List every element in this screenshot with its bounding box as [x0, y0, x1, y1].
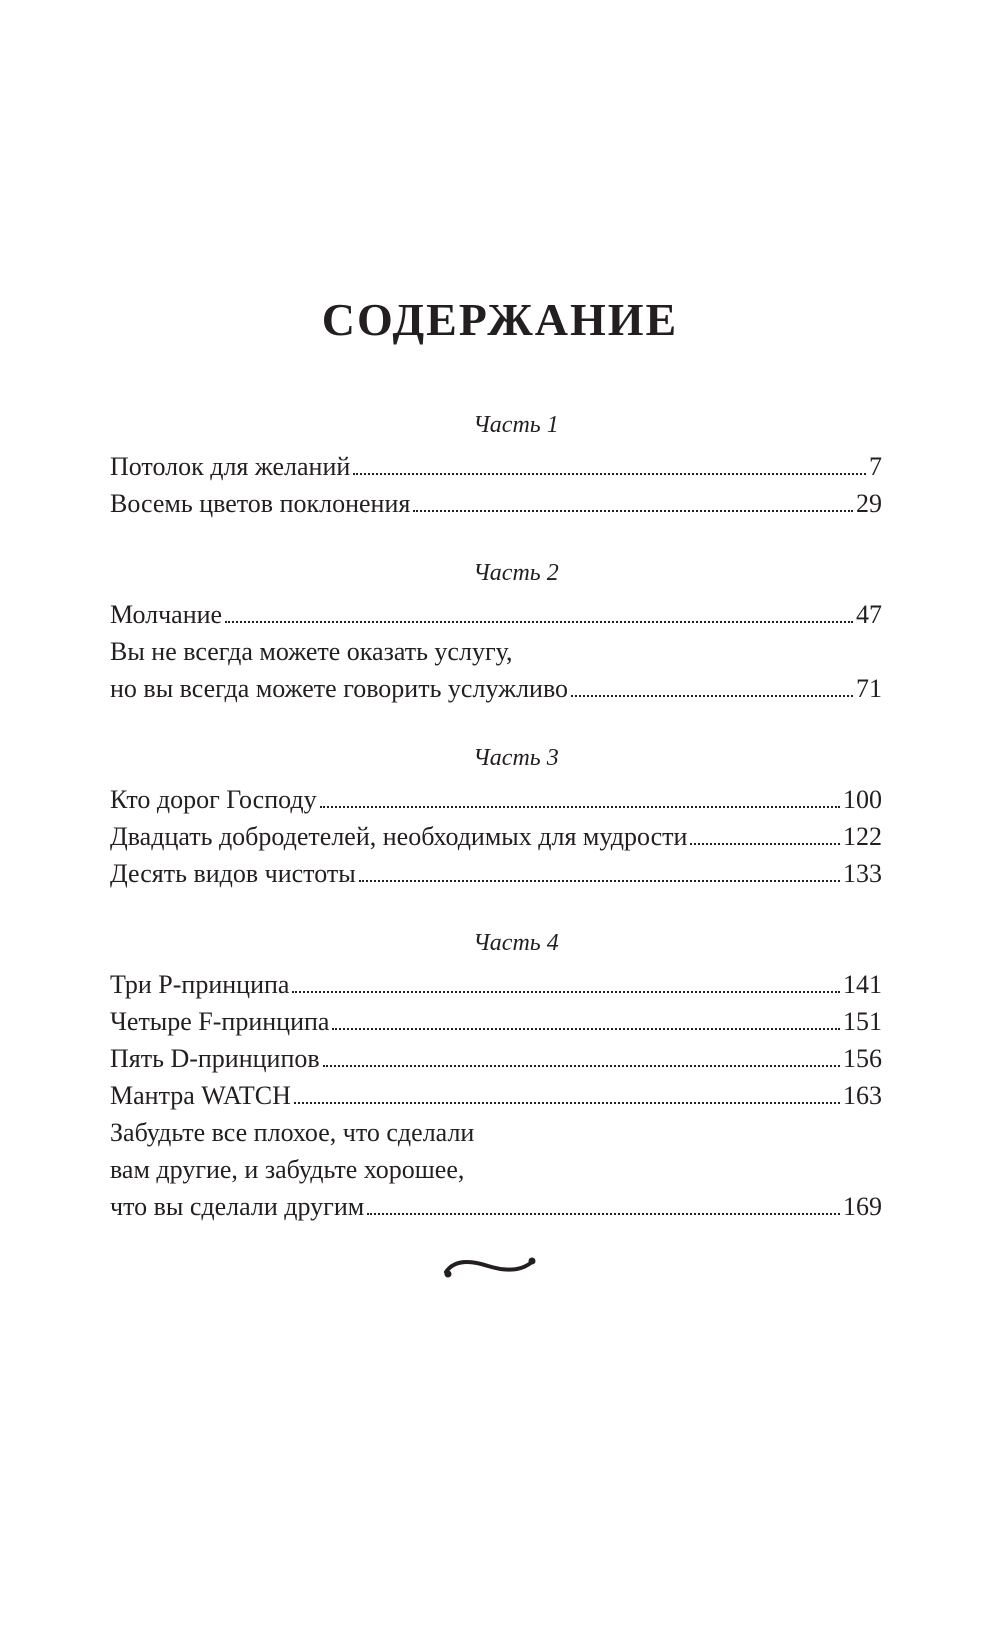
toc-part	[110, 743, 882, 892]
entry-title-line: Десять видов чистоты	[110, 859, 356, 888]
entry-title-line: вам другие, и забудьте хорошее,	[110, 1155, 465, 1184]
toc-part	[110, 928, 882, 1225]
entry-last-line	[110, 485, 882, 522]
entry-title-line: Забудьте все плохое, что сделали	[110, 1118, 475, 1147]
toc-entry[interactable]	[110, 1040, 882, 1077]
entry-title-line: Четыре F-принципа	[110, 1007, 330, 1036]
entry-page-number: 156	[843, 1044, 882, 1073]
entry-last-line	[110, 1003, 882, 1040]
dot-leader	[571, 695, 853, 697]
dot-leader	[353, 473, 866, 475]
toc-entry[interactable]	[110, 781, 882, 818]
entry-page-number: 100	[843, 785, 882, 814]
dot-leader	[323, 1065, 840, 1067]
part-heading: Часть 1	[473, 412, 559, 438]
toc-entry[interactable]	[110, 633, 882, 707]
dot-leader	[292, 991, 840, 993]
part-heading: Часть 2	[473, 560, 559, 586]
toc-entry[interactable]	[110, 818, 882, 855]
entry-title-line: Пять D-принципов	[110, 1044, 320, 1073]
entry-page-number: 163	[843, 1081, 882, 1110]
entry-page-number: 71	[856, 674, 882, 703]
entry-last-line	[110, 818, 882, 855]
entry-title-line: Двадцать добродетелей, необходимых для мудрости	[110, 822, 688, 851]
entry-title-line: Потолок для желаний	[110, 452, 351, 481]
entry-title-line: Вы не всегда можете оказать услугу,	[110, 637, 513, 666]
toc-entry[interactable]	[110, 1077, 882, 1114]
entry-last-line	[110, 781, 882, 818]
toc-entry[interactable]	[110, 855, 882, 892]
entry-page-number: 133	[843, 859, 882, 888]
entry-title-line: Кто дорог Господу	[110, 785, 317, 814]
swash-ornament-icon	[440, 1250, 540, 1280]
entry-page-number: 29	[856, 489, 882, 518]
toc-entry[interactable]	[110, 1003, 882, 1040]
entry-last-line	[110, 1040, 882, 1077]
toc-entry[interactable]	[110, 966, 882, 1003]
toc-entry[interactable]	[110, 485, 882, 522]
toc-part	[110, 410, 882, 522]
toc-entry[interactable]	[110, 448, 882, 485]
entry-last-line	[110, 855, 882, 892]
dot-leader	[294, 1102, 840, 1104]
entry-last-line	[110, 670, 882, 707]
part-heading: Часть 4	[473, 930, 559, 956]
entry-page-number: 141	[843, 970, 882, 999]
entry-title-line: что вы сделали другим	[110, 1192, 365, 1221]
entry-title-line: Молчание	[110, 600, 223, 629]
entry-title-line: Мантра WATCH	[110, 1081, 291, 1110]
dot-leader	[332, 1028, 840, 1030]
entry-page-number: 47	[856, 600, 882, 629]
entry-last-line	[110, 596, 882, 633]
dot-leader	[359, 880, 840, 882]
page-title: СОДЕРЖАНИЕ	[321, 294, 679, 345]
dot-leader	[367, 1213, 840, 1215]
dot-leader	[320, 806, 840, 808]
part-heading: Часть 3	[473, 745, 559, 771]
dot-leader	[690, 843, 840, 845]
entry-title-line: Восемь цветов поклонения	[110, 489, 411, 518]
toc-part	[110, 558, 882, 707]
dot-leader	[225, 621, 853, 623]
toc-entry[interactable]	[110, 596, 882, 633]
dot-leader	[413, 510, 853, 512]
entry-last-line	[110, 1188, 882, 1225]
entry-title-line: Три P-принципа	[110, 970, 290, 999]
entry-page-number: 151	[843, 1007, 882, 1036]
entry-title-line: но вы всегда можете говорить услужливо	[110, 674, 569, 703]
toc-entry[interactable]	[110, 1114, 882, 1225]
entry-page-number: 169	[843, 1192, 882, 1221]
entry-page-number: 122	[843, 822, 882, 851]
entry-last-line	[110, 1077, 882, 1114]
entry-page-number: 7	[869, 452, 882, 481]
table-of-contents	[110, 410, 882, 1261]
entry-last-line	[110, 448, 882, 485]
entry-last-line	[110, 966, 882, 1003]
